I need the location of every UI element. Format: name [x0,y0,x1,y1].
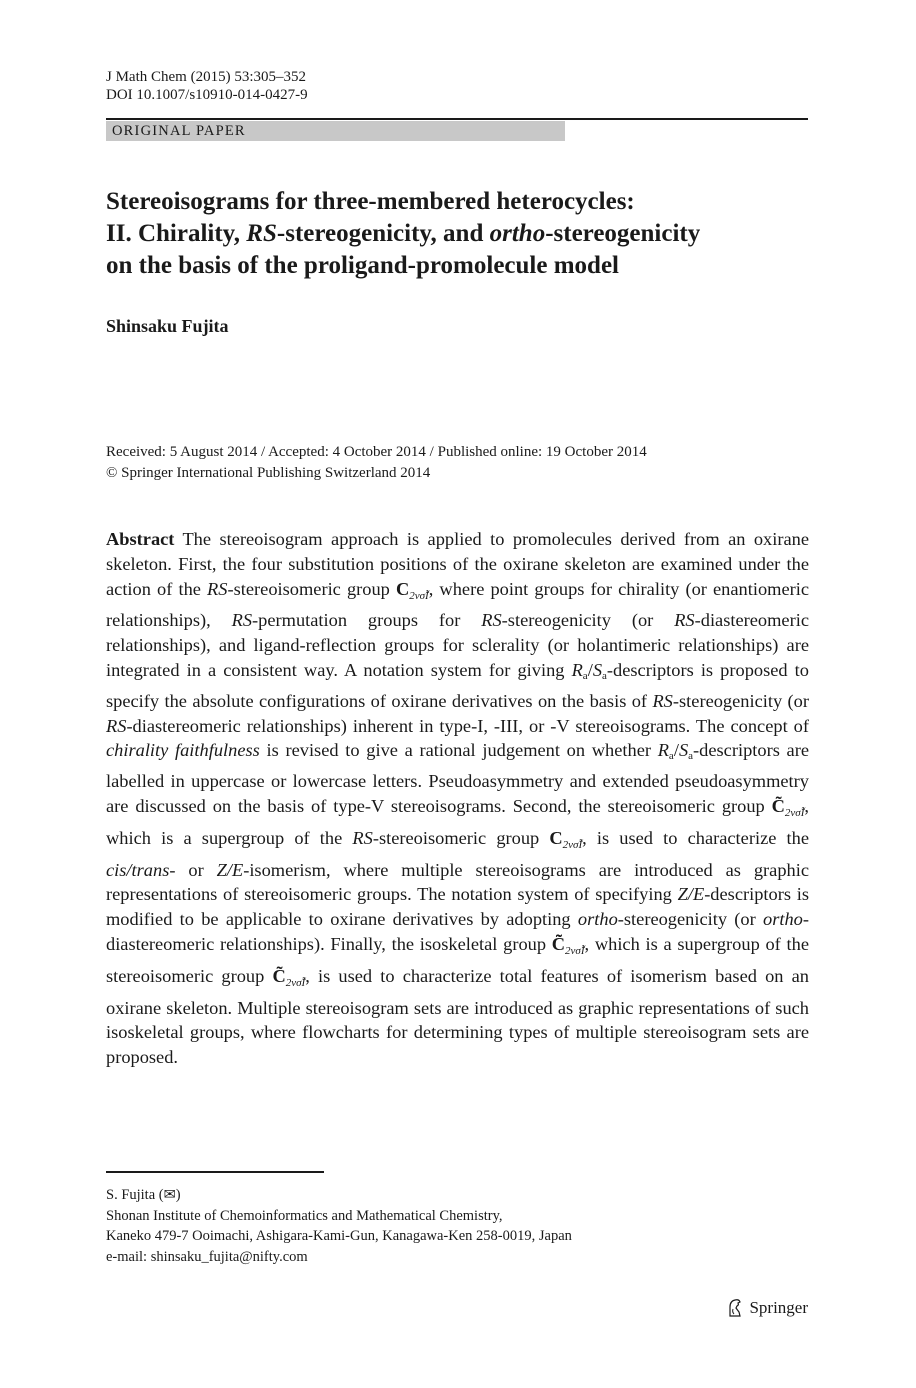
title-line-1: Stereoisograms for three-membered heterocycles: [106,188,635,215]
abstract-italic: RS [231,610,253,631]
group-subscript: 2vσ̂Ĩ [409,589,429,602]
abstract [106,527,809,1070]
title-line-2e: -stereogenicity [545,220,701,247]
group-symbol: C [549,827,563,848]
publisher-name: Springer [749,1298,808,1317]
doi: DOI 10.1007/s10910-014-0427-9 [106,87,308,103]
abstract-text: -diastereomeric relationships), and ligand-reflection groups for sclerality (or holantimeric relationships) are integrated in a consistent way. A notation system for giving [106,610,809,680]
dates-line: Received: 5 August 2014 / Accepted: 4 October 2014 / Published online: 19 October 2014 [106,444,647,460]
abstract-text: -stereoisomeric group [227,578,396,599]
descriptor-s: S [678,740,689,761]
abstract-text: , is used to characterize the [582,827,809,848]
group-subscript: 2vσ̂Ĩ [784,806,805,819]
abstract-italic: ortho [577,909,618,930]
section-label: ORIGINAL PAPER [112,123,246,139]
abstract-text: -stereoisomeric group [372,827,550,848]
descriptor-r: R [571,659,583,680]
group-subscript: 2vσ̂Ĩ [565,944,585,957]
abstract-text: , is used to characterize total features of isomerism based on an oxirane skeleton. Multiple stereoisogram sets are introduced as graphic representations of such isoskeletal groups, where flowcharts for determining types of multiple stereoisogram sets are proposed. [106,965,809,1068]
group-subscript: 2vσ̂Ĩ [285,976,306,989]
descriptor-subscript: a [602,669,607,682]
abstract-text: is revised to give a rational judgement on whether [259,740,658,761]
abstract-text: -descriptors is proposed to specify the absolute configurations of oxirane derivatives on the basis of [106,659,809,711]
section-band [106,121,565,141]
springer-horse-icon [727,1298,743,1318]
abstract-italic: Z/E [216,859,244,880]
descriptor-subscript: a [688,750,694,763]
abstract-text: , which is a supergroup of the [106,795,809,848]
journal-ref: J Math Chem (2015) 53:305–352 [106,69,306,85]
article-title [106,186,806,282]
abstract-text: -stereogenicity (or [501,610,675,631]
abstract-italic: RS [674,610,695,631]
abstract-italic: RS [106,715,127,736]
footnote-affiliation: Shonan Institute of Chemoinformatics and Mathematical Chemistry, [106,1207,503,1224]
publisher-logo [727,1298,808,1318]
abstract-italic: RS [652,690,673,711]
publication-dates [106,442,647,484]
abstract-text: -stereogenicity (or [672,690,809,711]
abstract-italic: Z/E [677,884,705,905]
descriptor-r: R [657,740,669,761]
title-line-2a: II. Chirality, [106,220,247,247]
group-symbol: C̃ [272,965,286,986]
abstract-text: -diastereomeric relationships). Finally, the isoskeletal group [106,909,809,954]
footnote-email: e-mail: shinsaku_fujita@nifty.com [106,1248,308,1265]
descriptor-subscript: a [582,669,588,682]
abstract-text: -diastereomeric relationships) inherent in type-I, -III, or -V stereoisograms. The concept of [126,715,809,736]
abstract-italic: chirality faithfulness [106,740,260,761]
abstract-text: -isomerism, where multiple stereoisograms are introduced as graphic representations of stereoisomeric groups. The notation system of specifying [106,859,809,905]
author-name: Shinsaku Fujita [106,316,229,336]
abstract-italic: RS [352,827,373,848]
journal-citation [106,68,308,104]
abstract-italic: RS [207,578,228,599]
title-line-2c: -stereogenicity, and [276,220,490,247]
abstract-text: , which is a supergroup of the stereoisomeric group [106,933,809,986]
group-symbol: C̃ [771,795,785,816]
abstract-text: The stereoisogram approach is applied to promolecules derived from an oxirane skeleton. First, the four substitution positions of the oxirane skeleton are examined under the action of the [106,529,809,599]
descriptor-slash: / [587,659,593,680]
descriptor-s: S [592,659,603,680]
descriptor-subscript: a [668,750,674,763]
descriptor-slash: / [673,740,679,761]
abstract-text: -permutation groups for [252,610,482,631]
abstract-text: -descriptors are labelled in uppercase or lowercase letters. Pseudoasymmetry and extended pseudoasymmetry are discussed on the basis of type-V stereoisograms. Second, the stereoisomeric group [106,740,809,816]
title-line-3: on the basis of the proligand-promolecule model [106,252,619,279]
footnote-address: Kaneko 479-7 Ooimachi, Ashigara-Kami-Gun, Kanagawa-Ken 258-0019, Japan [106,1228,572,1244]
abstract-text: , where point groups for chirality (or enantiomeric relationships), [106,578,810,631]
abstract-text: -stereogenicity (or [617,909,764,930]
title-line-2d: ortho [489,220,546,247]
group-symbol: C [395,578,410,599]
group-symbol: C̃̃ [551,933,566,954]
abstract-text: -descriptors is modified to be applicable to oxirane derivatives by adopting [106,884,809,930]
abstract-italic: ortho [763,909,803,930]
copyright-line: © Springer International Publishing Switzerland 2014 [106,465,431,481]
header-rule [106,118,808,120]
group-subscript: 2vσ̂Ĩ [562,838,583,851]
abstract-text: - or [169,859,217,880]
abstract-italic: RS [481,610,502,631]
footnote [106,1185,572,1267]
footnote-name: S. Fujita (✉) [106,1187,181,1203]
title-line-2b: RS [246,220,277,247]
footnote-rule [106,1171,324,1173]
abstract-label: Abstract [106,529,175,549]
abstract-italic: cis/trans [106,859,170,880]
